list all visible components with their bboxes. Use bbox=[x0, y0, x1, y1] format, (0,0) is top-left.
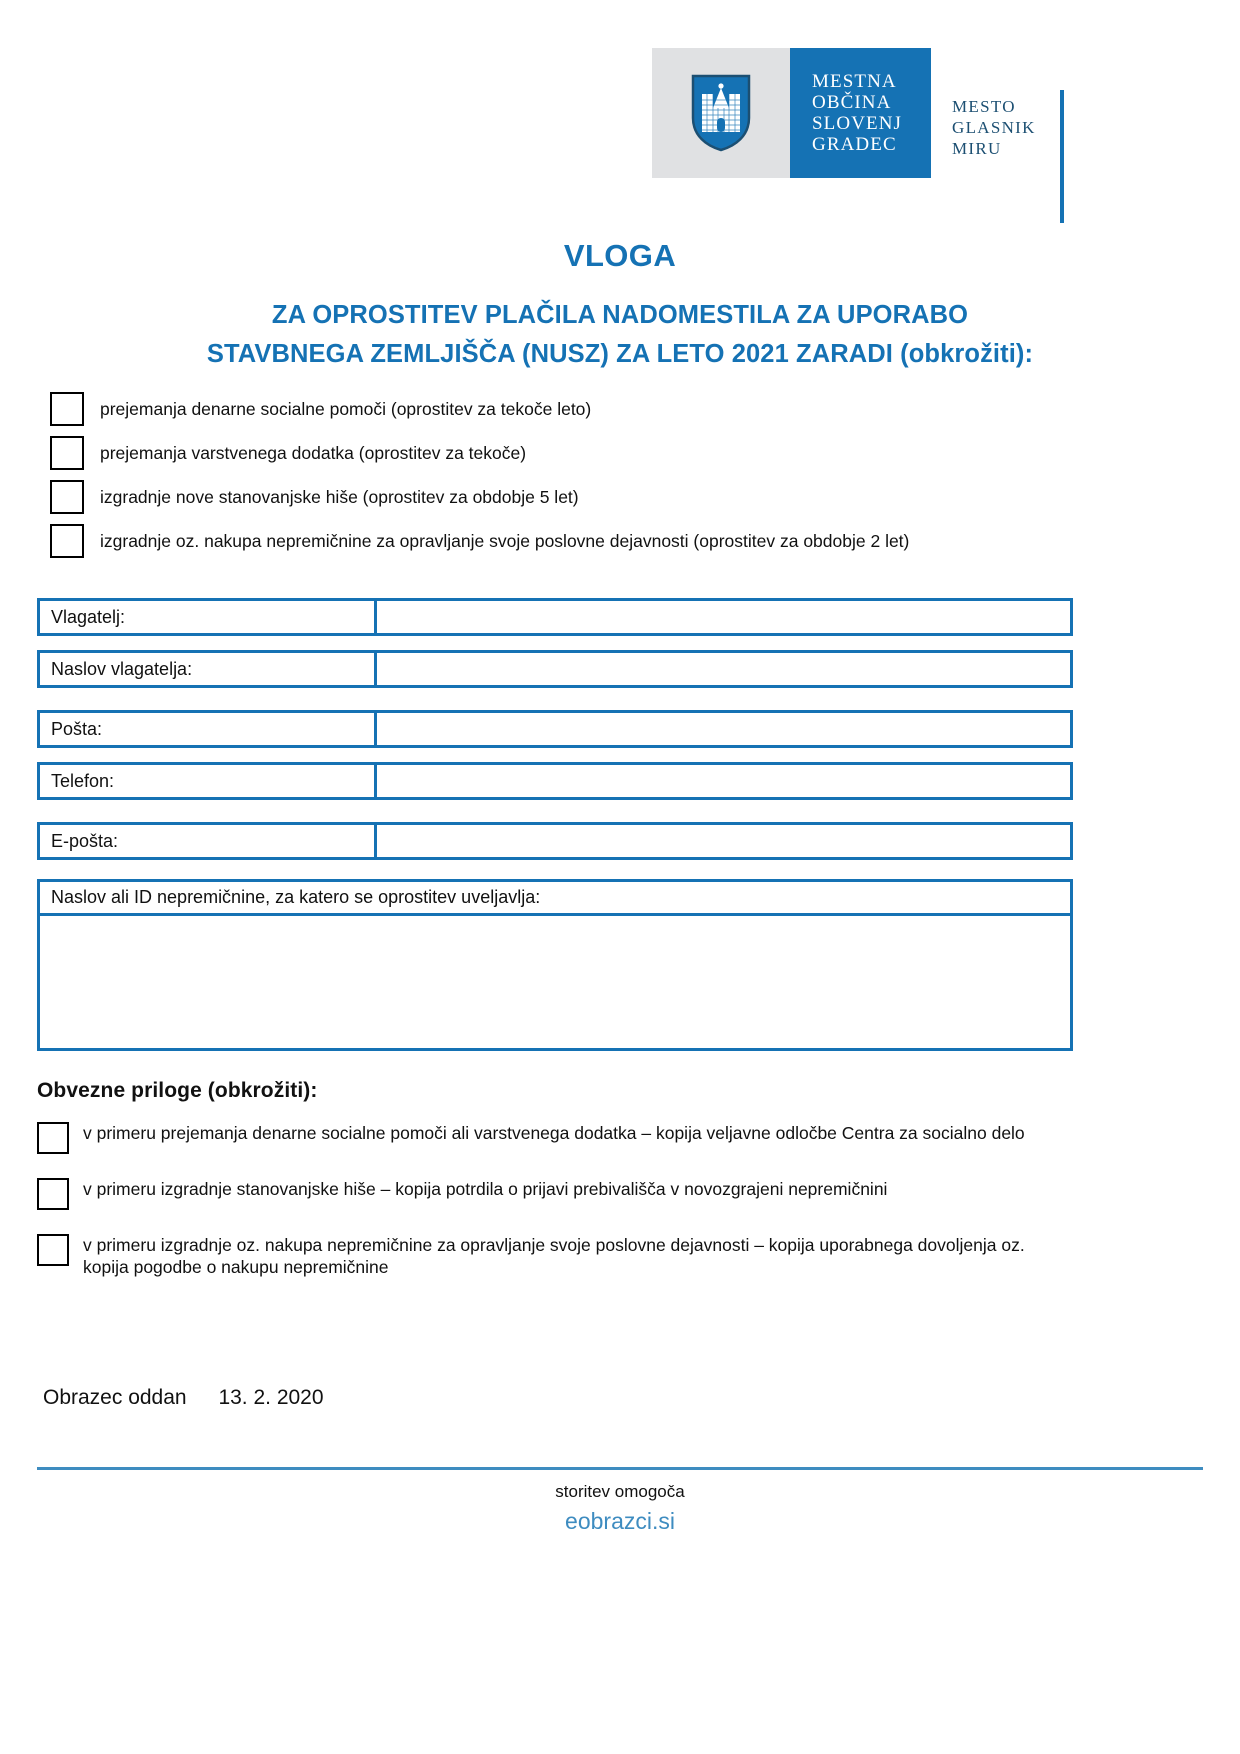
attachments-heading: Obvezne priloge (obkrožiti): bbox=[37, 1079, 318, 1102]
field-row-vlagatelj bbox=[37, 598, 1073, 636]
attachment-item[interactable] bbox=[37, 1176, 1077, 1210]
field-row-naslov-vlagatelja bbox=[37, 650, 1073, 688]
municipality-line-4: GRADEC bbox=[812, 134, 897, 155]
field-label-posta: Pošta: bbox=[37, 710, 377, 748]
field-gap bbox=[37, 748, 1073, 762]
coat-of-arms-icon bbox=[691, 74, 751, 152]
field-input-telefon[interactable] bbox=[377, 762, 1073, 800]
reason-checkbox-4[interactable] bbox=[50, 524, 84, 558]
field-input-eposta[interactable] bbox=[377, 822, 1073, 860]
reason-item[interactable] bbox=[50, 392, 1080, 430]
header-vertical-rule bbox=[1060, 90, 1064, 223]
attachment-checkbox-1[interactable] bbox=[37, 1122, 69, 1154]
attachments-list bbox=[37, 1120, 1077, 1300]
municipality-name-panel bbox=[790, 48, 931, 178]
reason-label-1: prejemanja denarne socialne pomoči (oprostitev za tekoče leto) bbox=[100, 399, 592, 419]
field-label-telefon: Telefon: bbox=[37, 762, 377, 800]
document-header bbox=[0, 48, 1240, 188]
field-row-telefon bbox=[37, 762, 1073, 800]
footer-note: storitev omogoča bbox=[555, 1482, 685, 1501]
footer-divider bbox=[37, 1467, 1203, 1470]
reason-item[interactable] bbox=[50, 436, 1080, 474]
field-gap bbox=[37, 636, 1073, 650]
page-title: VLOGA bbox=[563, 238, 677, 273]
attachment-label-3: v primeru izgradnje oz. nakupa nepremičnine za opravljanje svoje poslovne dejavnosti – kopija uporabnega dovoljenja oz. kopija pogodbe o nakupu nepremičnine bbox=[83, 1235, 1025, 1277]
field-input-posta[interactable] bbox=[377, 710, 1073, 748]
municipality-logo bbox=[652, 48, 931, 178]
attachment-item[interactable] bbox=[37, 1232, 1077, 1278]
applicant-fields bbox=[37, 598, 1073, 860]
page-subtitle-line-1: ZA OPROSTITEV PLAČILA NADOMESTILA ZA UPORABO bbox=[271, 301, 969, 329]
slogan-line-3: MIRU bbox=[952, 139, 1002, 158]
attachment-label-1: v primeru prejemanja denarne socialne pomoči ali varstvenega dodatka – kopija veljavne odločbe Centra za socialno delo bbox=[83, 1123, 1025, 1143]
reason-label-3: izgradnje nove stanovanjske hiše (oprostitev za obdobje 5 let) bbox=[100, 487, 579, 507]
page-subtitle-line-2: STAVBNEGA ZEMLJIŠČA (NUSZ) ZA LETO 2021 ZARADI (obkrožiti): bbox=[206, 340, 1034, 368]
attachment-checkbox-2[interactable] bbox=[37, 1178, 69, 1210]
reason-item[interactable] bbox=[50, 480, 1080, 518]
reason-checkbox-3[interactable] bbox=[50, 480, 84, 514]
submission-label: Obrazec oddan bbox=[43, 1386, 187, 1409]
attachment-checkbox-3[interactable] bbox=[37, 1234, 69, 1266]
field-label-vlagatelj: Vlagatelj: bbox=[37, 598, 377, 636]
crest-panel bbox=[652, 48, 790, 178]
page-subtitle bbox=[0, 296, 1240, 374]
city-slogan bbox=[952, 96, 1036, 159]
field-row-posta bbox=[37, 710, 1073, 748]
reason-checkbox-2[interactable] bbox=[50, 436, 84, 470]
reason-checkbox-list bbox=[50, 392, 1080, 568]
submission-date: 13. 2. 2020 bbox=[218, 1386, 324, 1409]
field-input-vlagatelj[interactable] bbox=[377, 598, 1073, 636]
slogan-line-2: GLASNIK bbox=[952, 118, 1036, 137]
property-textarea[interactable] bbox=[37, 916, 1073, 1051]
field-gap bbox=[37, 800, 1073, 822]
municipality-line-3: SLOVENJ bbox=[812, 113, 903, 134]
submission-line bbox=[43, 1386, 324, 1410]
field-label-naslov-vlagatelja: Naslov vlagatelja: bbox=[37, 650, 377, 688]
footer-brand[interactable]: eobrazci.si bbox=[565, 1508, 675, 1534]
municipality-line-2: OBČINA bbox=[812, 92, 892, 113]
reason-checkbox-1[interactable] bbox=[50, 392, 84, 426]
reason-label-4: izgradnje oz. nakupa nepremičnine za opravljanje svoje poslovne dejavnosti (oprostitev za obdobje 2 let) bbox=[100, 531, 910, 551]
field-input-naslov-vlagatelja[interactable] bbox=[377, 650, 1073, 688]
reason-label-2: prejemanja varstvenega dodatka (oprostitev za tekoče) bbox=[100, 443, 527, 463]
field-label-eposta: E-pošta: bbox=[37, 822, 377, 860]
property-label: Naslov ali ID nepremičnine, za katero se oprostitev uveljavlja: bbox=[37, 879, 1073, 916]
attachment-label-2: v primeru izgradnje stanovanjske hiše – kopija potrdila o prijavi prebivališča v novozgrajeni nepremičnini bbox=[83, 1179, 888, 1199]
field-row-eposta bbox=[37, 822, 1073, 860]
attachment-item[interactable] bbox=[37, 1120, 1077, 1154]
municipality-line-1: MESTNA bbox=[812, 71, 897, 92]
slogan-line-1: MESTO bbox=[952, 97, 1016, 116]
property-block bbox=[37, 879, 1073, 1051]
reason-item[interactable] bbox=[50, 524, 1080, 562]
field-gap bbox=[37, 688, 1073, 710]
